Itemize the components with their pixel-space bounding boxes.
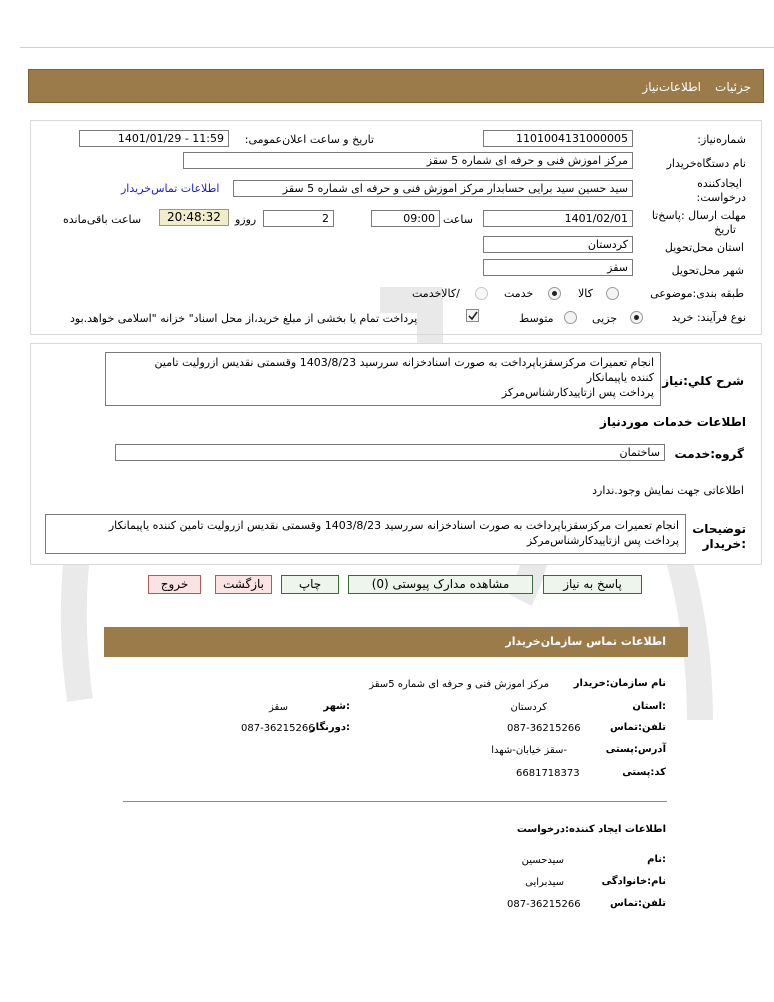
services-title: اطلاعات خدمات موردنیاز: [599, 415, 746, 429]
general-description-label: شرح کلي:نیاز: [662, 374, 744, 388]
buyer-notes-line1: انجام تعمیرات مرکزسقزباپرداخت به صورت اسنادخزانه سررسید 1403/8/23 وقسمتی نقدیس ازرولیت تامین کننده یاپیمانکار: [108, 519, 679, 532]
header-bar: [28, 69, 764, 103]
top-divider: [20, 47, 774, 48]
contact-phone-label: تلفن:تماس: [609, 722, 666, 733]
process-medium-radio[interactable]: [564, 311, 577, 324]
creator-family-label: نام:خانوادگی: [601, 876, 666, 887]
creator-name-value: سیدحسین: [521, 855, 564, 866]
contact-address-value: -سقز خیابان-شهدا: [491, 745, 567, 756]
creator-field: سید حسین سید برایی حسابدار مرکز اموزش فنی و حرفه ای شماره 5 سقز: [233, 180, 633, 197]
no-info-text: اطلاعاتی جهت نمایش وجود.ندارد: [592, 484, 744, 497]
need-number-field: 1101004131000005: [483, 130, 633, 147]
need-number-label: شماره‌نیاز:: [697, 133, 746, 146]
buyer-contact-link[interactable]: اطلاعات تماس‌خریدار: [121, 182, 220, 195]
treasury-payment-note: پرداخت تمام یا بخشی از مبلغ خرید،از محل اسناد" خزانه "اسلامی خواهد.بود: [70, 312, 418, 325]
contact-postal-value: 6681718373: [516, 768, 580, 779]
tab-need-info[interactable]: اطلاعات‌نیاز: [642, 80, 701, 94]
deadline-time-label: ساعت: [443, 213, 473, 226]
days-label: روزو: [235, 213, 257, 226]
reply-button[interactable]: پاسخ به نیاز: [543, 575, 642, 594]
creator-phone-value: 087-36215266: [507, 899, 581, 910]
creator-phone-label: تلفن:تماس: [609, 898, 666, 909]
category-service-label: خدمت: [504, 287, 534, 300]
buyer-notes-label-line1: توضیحات: [692, 522, 746, 536]
province-label: استان محل‌تحویل: [664, 241, 744, 254]
process-minor-label: جزیی: [592, 312, 618, 325]
contact-org-value: مرکز اموزش فنی و حرفه ای شماره 5سقز: [369, 679, 549, 690]
announce-date-field: 1401/01/29 - 11:59: [79, 130, 229, 147]
deadline-time-field: 09:00: [371, 210, 440, 227]
announce-label: تاریخ و ساعت اعلان‌عمومی:: [244, 133, 374, 146]
print-button[interactable]: چاپ: [281, 575, 339, 594]
contact-phone-value: 087-36215266: [507, 723, 581, 734]
category-service-radio[interactable]: [548, 287, 561, 300]
category-goods-radio[interactable]: [606, 287, 619, 300]
province-field: کردستان: [483, 236, 633, 253]
creator-section-title: اطلاعات ایجاد کننده:درخواست: [516, 824, 666, 835]
service-group-field: ساختمان: [115, 444, 665, 461]
process-medium-label: متوسط: [519, 312, 554, 325]
buyer-org-label: نام دستگاه‌خریدار: [666, 157, 746, 170]
deadline-label-line1: مهلت ارسال :پاسخ‌تا: [651, 209, 746, 222]
attachments-button[interactable]: مشاهده مدارک پیوستی (0): [348, 575, 533, 594]
contact-title: اطلاعات تماس سازمان‌خریدار: [505, 635, 666, 648]
contact-city-label: :شهر: [323, 701, 350, 712]
process-type-label: نوع فرآیند: خرید: [671, 311, 746, 324]
contact-province-value: کردستان: [510, 702, 547, 713]
remaining-days-field: 2: [263, 210, 334, 227]
creator-label-line2: درخواست:: [696, 191, 746, 204]
contact-city-value: سقز: [269, 702, 288, 713]
category-label: طبقه بندی:موضوعی: [650, 287, 744, 300]
general-description-box: [105, 352, 661, 406]
buyer-notes-label-line2: :خریدار: [702, 537, 746, 551]
contact-org-label: نام سازمان:خریدار: [573, 678, 666, 689]
buyer-org-field: مرکز اموزش فنی و حرفه ای شماره 5 سقز: [183, 152, 633, 169]
buyer-notes-line2: پرداخت پس ازتاییدکارشناس‌مرکز: [526, 534, 679, 547]
remaining-time-field: 20:48:32: [159, 209, 229, 226]
contact-header-bar: [104, 627, 688, 657]
creator-name-label: :نام: [647, 854, 666, 865]
category-goods-label: کالا: [578, 287, 593, 300]
category-goods-service-label: /کالاخدمت: [412, 287, 460, 300]
general-description-line3: پرداخت پس ازتاییدکارشناس‌مرکز: [501, 386, 654, 399]
general-description-line1: انجام تعمیرات مرکزسقزباپرداخت به صورت اسنادخزانه سررسید 1403/8/23 وقسمتی نقدیس ازرولیت تامین: [154, 356, 654, 369]
contact-postal-label: کد:پستی: [622, 767, 666, 778]
exit-button[interactable]: خروج: [148, 575, 201, 594]
contact-province-label: :استان: [632, 701, 666, 712]
contact-divider: [123, 801, 667, 802]
treasury-checkbox[interactable]: [466, 309, 479, 322]
contact-fax-value: 087-36215266: [241, 723, 315, 734]
contact-address-label: آدرس:پستی: [605, 744, 666, 755]
tab-details[interactable]: جزئیات: [715, 80, 751, 94]
city-field: سقز: [483, 259, 633, 276]
general-description-line2: کننده یاپیمانکار: [586, 371, 654, 384]
creator-family-value: سیدبرایی: [525, 877, 564, 888]
city-label: شهر محل‌تحویل: [671, 264, 744, 277]
contact-fax-label: :دورنگار: [309, 722, 350, 733]
deadline-date-field: 1401/02/01: [483, 210, 633, 227]
remaining-time-label: ساعت باقی‌مانده: [63, 213, 142, 226]
buyer-notes-box: [45, 514, 686, 554]
service-group-label: گروه:خدمت: [674, 447, 744, 461]
check-icon: [467, 310, 478, 321]
back-button[interactable]: بازگشت: [215, 575, 272, 594]
deadline-label-line2: تاریخ: [714, 223, 736, 236]
category-goods-service-radio[interactable]: [475, 287, 488, 300]
creator-label-line1: ایجادکننده: [697, 177, 742, 190]
process-minor-radio[interactable]: [630, 311, 643, 324]
